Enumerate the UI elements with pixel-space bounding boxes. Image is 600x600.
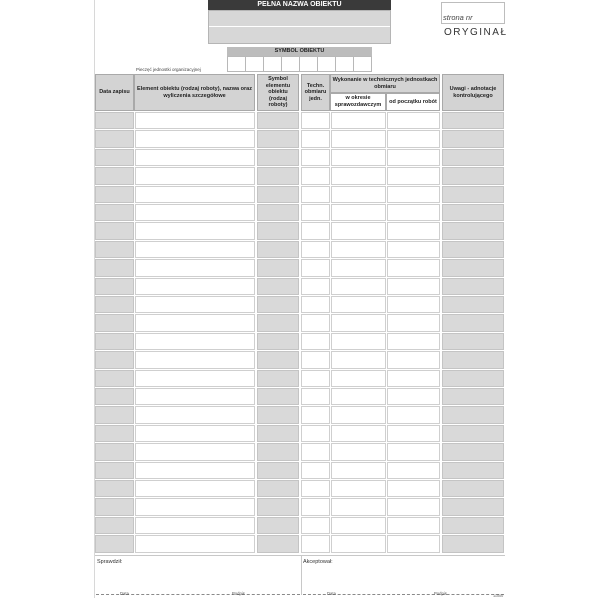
symbol-cell[interactable] (264, 56, 282, 72)
unit-cell[interactable] (301, 149, 330, 166)
execution-total-cell[interactable] (387, 149, 440, 166)
symbol-cell[interactable] (257, 425, 299, 442)
execution-period-cell[interactable] (331, 112, 386, 129)
remarks-cell[interactable] (442, 296, 504, 313)
symbol-cell[interactable] (257, 406, 299, 423)
date-cell[interactable] (95, 498, 134, 515)
execution-total-cell[interactable] (387, 535, 440, 552)
execution-period-cell[interactable] (331, 222, 386, 239)
date-label-right: Data (327, 591, 336, 596)
element-cell[interactable] (135, 278, 255, 295)
element-cell[interactable] (135, 167, 255, 184)
element-cell[interactable] (135, 443, 255, 460)
date-cell[interactable] (95, 443, 134, 460)
date-cell[interactable] (95, 314, 134, 331)
original-label: ORYGINAŁ (444, 27, 508, 38)
date-cell[interactable] (95, 388, 134, 405)
object-name-field[interactable] (208, 10, 391, 44)
element-cell[interactable] (135, 241, 255, 258)
date-cell[interactable] (95, 425, 134, 442)
entries-table (95, 112, 505, 555)
execution-period-cell[interactable] (331, 259, 386, 276)
remarks-cell[interactable] (442, 517, 504, 534)
execution-total-cell[interactable] (387, 425, 440, 442)
execution-total-cell[interactable] (387, 186, 440, 203)
symbol-cell[interactable] (257, 241, 299, 258)
checked-label: Sprawdził: (97, 559, 123, 565)
date-cell[interactable] (95, 462, 134, 479)
remarks-cell[interactable] (442, 259, 504, 276)
object-name-title: PEŁNA NAZWA OBIEKTU (208, 0, 391, 10)
execution-period-cell[interactable] (331, 296, 386, 313)
execution-period-cell[interactable] (331, 535, 386, 552)
execution-period-cell[interactable] (331, 278, 386, 295)
execution-period-cell[interactable] (331, 130, 386, 147)
symbol-cell[interactable] (257, 498, 299, 515)
element-cell[interactable] (135, 388, 255, 405)
execution-period-cell[interactable] (331, 314, 386, 331)
symbol-cell[interactable] (257, 259, 299, 276)
remarks-cell[interactable] (442, 388, 504, 405)
column-header-execution-period: w okresie sprawozdawczym (330, 93, 386, 111)
object-symbol-cells[interactable] (227, 56, 372, 72)
element-cell[interactable] (135, 351, 255, 368)
execution-period-cell[interactable] (331, 498, 386, 515)
symbol-cell[interactable] (257, 314, 299, 331)
unit-cell[interactable] (301, 186, 330, 203)
remarks-cell[interactable] (442, 498, 504, 515)
element-cell[interactable] (135, 462, 255, 479)
unit-cell[interactable] (301, 517, 330, 534)
execution-period-cell[interactable] (331, 517, 386, 534)
element-cell[interactable] (135, 425, 255, 442)
element-cell[interactable] (135, 517, 255, 534)
organization-stamp-label: Pieczęć jednostki organizacyjnej (136, 67, 201, 72)
element-cell[interactable] (135, 204, 255, 221)
remarks-cell[interactable] (442, 333, 504, 350)
remarks-cell[interactable] (442, 130, 504, 147)
execution-total-cell[interactable] (387, 517, 440, 534)
execution-total-cell[interactable] (387, 278, 440, 295)
date-cell[interactable] (95, 351, 134, 368)
unit-cell[interactable] (301, 259, 330, 276)
unit-cell[interactable] (301, 406, 330, 423)
date-cell[interactable] (95, 241, 134, 258)
execution-period-cell[interactable] (331, 149, 386, 166)
execution-total-cell[interactable] (387, 314, 440, 331)
symbol-cell[interactable] (257, 480, 299, 497)
symbol-cell[interactable] (257, 296, 299, 313)
remarks-cell[interactable] (442, 149, 504, 166)
symbol-cell[interactable] (282, 56, 300, 72)
date-cell[interactable] (95, 112, 134, 129)
symbol-cell[interactable] (257, 112, 299, 129)
remarks-cell[interactable] (442, 278, 504, 295)
unit-cell[interactable] (301, 462, 330, 479)
symbol-cell[interactable] (257, 130, 299, 147)
element-cell[interactable] (135, 112, 255, 129)
symbol-cell[interactable] (257, 351, 299, 368)
remarks-cell[interactable] (442, 186, 504, 203)
unit-cell[interactable] (301, 167, 330, 184)
symbol-cell[interactable] (257, 388, 299, 405)
date-cell[interactable] (95, 222, 134, 239)
accepted-label: Akceptował: (303, 559, 333, 565)
date-cell[interactable] (95, 517, 134, 534)
remarks-cell[interactable] (442, 370, 504, 387)
unit-cell[interactable] (301, 425, 330, 442)
execution-total-cell[interactable] (387, 241, 440, 258)
execution-period-cell[interactable] (331, 241, 386, 258)
unit-cell[interactable] (301, 314, 330, 331)
date-cell[interactable] (95, 296, 134, 313)
date-cell[interactable] (95, 167, 134, 184)
element-cell[interactable] (135, 149, 255, 166)
date-cell[interactable] (95, 130, 134, 147)
symbol-cell[interactable] (257, 149, 299, 166)
element-cell[interactable] (135, 186, 255, 203)
footer-divider (301, 555, 302, 595)
date-cell[interactable] (95, 480, 134, 497)
remarks-cell[interactable] (442, 222, 504, 239)
remarks-cell[interactable] (442, 406, 504, 423)
execution-period-cell[interactable] (331, 186, 386, 203)
execution-period-cell[interactable] (331, 480, 386, 497)
element-cell[interactable] (135, 296, 255, 313)
symbol-cell[interactable] (257, 204, 299, 221)
element-cell[interactable] (135, 314, 255, 331)
symbol-cell[interactable] (336, 56, 354, 72)
execution-total-cell[interactable] (387, 167, 440, 184)
date-cell[interactable] (95, 278, 134, 295)
symbol-cell[interactable] (246, 56, 264, 72)
execution-period-cell[interactable] (331, 462, 386, 479)
column-header-remarks: Uwagi - adnotacje kontrolującego (442, 74, 504, 111)
element-cell[interactable] (135, 535, 255, 552)
symbol-cell[interactable] (257, 443, 299, 460)
symbol-cell[interactable] (257, 186, 299, 203)
column-header-unit: Techn. obmiaru jedn. (301, 74, 330, 111)
symbol-cell[interactable] (257, 167, 299, 184)
execution-period-cell[interactable] (331, 333, 386, 350)
date-cell[interactable] (95, 149, 134, 166)
execution-period-cell[interactable] (331, 351, 386, 368)
element-cell[interactable] (135, 333, 255, 350)
execution-total-cell[interactable] (387, 406, 440, 423)
execution-total-cell[interactable] (387, 443, 440, 460)
unit-cell[interactable] (301, 443, 330, 460)
unit-cell[interactable] (301, 388, 330, 405)
object-name-divider (209, 26, 390, 27)
symbol-cell[interactable] (300, 56, 318, 72)
remarks-cell[interactable] (442, 204, 504, 221)
unit-cell[interactable] (301, 278, 330, 295)
unit-cell[interactable] (301, 222, 330, 239)
page-number-label: strona nr (443, 13, 473, 22)
symbol-cell[interactable] (257, 333, 299, 350)
unit-cell[interactable] (301, 296, 330, 313)
date-cell[interactable] (95, 406, 134, 423)
remarks-cell[interactable] (442, 241, 504, 258)
symbol-cell[interactable] (354, 56, 372, 72)
remarks-cell[interactable] (442, 351, 504, 368)
execution-total-cell[interactable] (387, 130, 440, 147)
unit-cell[interactable] (301, 241, 330, 258)
date-cell[interactable] (95, 259, 134, 276)
symbol-cell[interactable] (257, 370, 299, 387)
element-cell[interactable] (135, 406, 255, 423)
unit-cell[interactable] (301, 333, 330, 350)
date-label-left: Data (120, 591, 129, 596)
execution-total-cell[interactable] (387, 259, 440, 276)
date-cell[interactable] (95, 333, 134, 350)
execution-period-cell[interactable] (331, 167, 386, 184)
date-cell[interactable] (95, 204, 134, 221)
symbol-cell[interactable] (318, 56, 336, 72)
form-code: 11000 (493, 594, 504, 598)
column-header-execution: Wykonanie w technicznych jednostkach obmiaru (330, 74, 440, 93)
remarks-cell[interactable] (442, 535, 504, 552)
date-cell[interactable] (95, 186, 134, 203)
execution-total-cell[interactable] (387, 222, 440, 239)
unit-cell[interactable] (301, 204, 330, 221)
footer-top-line (95, 555, 505, 556)
signature-label-right: Podpis (434, 591, 447, 596)
execution-total-cell[interactable] (387, 351, 440, 368)
execution-total-cell[interactable] (387, 296, 440, 313)
unit-cell[interactable] (301, 498, 330, 515)
symbol-cell[interactable] (257, 462, 299, 479)
symbol-cell[interactable] (227, 56, 246, 72)
unit-cell[interactable] (301, 535, 330, 552)
execution-total-cell[interactable] (387, 388, 440, 405)
element-cell[interactable] (135, 370, 255, 387)
symbol-cell[interactable] (257, 222, 299, 239)
unit-cell[interactable] (301, 480, 330, 497)
execution-period-cell[interactable] (331, 370, 386, 387)
execution-total-cell[interactable] (387, 462, 440, 479)
column-header-date: Data zapisu (95, 74, 134, 111)
object-symbol-title: SYMBOL OBIEKTU (227, 47, 372, 56)
column-header-element: Element obiektu (rodzaj roboty), nazwa oraz wyliczenia szczegółowe (134, 74, 255, 111)
execution-period-cell[interactable] (331, 204, 386, 221)
execution-total-cell[interactable] (387, 480, 440, 497)
element-cell[interactable] (135, 222, 255, 239)
execution-total-cell[interactable] (387, 370, 440, 387)
remarks-cell[interactable] (442, 167, 504, 184)
unit-cell[interactable] (301, 112, 330, 129)
unit-cell[interactable] (301, 130, 330, 147)
column-header-execution-total: od początku robót (386, 93, 440, 111)
execution-total-cell[interactable] (387, 333, 440, 350)
element-cell[interactable] (135, 480, 255, 497)
element-cell[interactable] (135, 259, 255, 276)
signature-label-left: Podpis (232, 591, 245, 596)
remarks-cell[interactable] (442, 480, 504, 497)
unit-cell[interactable] (301, 370, 330, 387)
remarks-cell[interactable] (442, 443, 504, 460)
element-cell[interactable] (135, 498, 255, 515)
execution-total-cell[interactable] (387, 112, 440, 129)
date-cell[interactable] (95, 535, 134, 552)
remarks-cell[interactable] (442, 314, 504, 331)
remarks-cell[interactable] (442, 112, 504, 129)
remarks-cell[interactable] (442, 425, 504, 442)
symbol-cell[interactable] (257, 278, 299, 295)
unit-cell[interactable] (301, 351, 330, 368)
symbol-cell[interactable] (257, 535, 299, 552)
execution-period-cell[interactable] (331, 443, 386, 460)
execution-total-cell[interactable] (387, 204, 440, 221)
execution-total-cell[interactable] (387, 498, 440, 515)
remarks-cell[interactable] (442, 462, 504, 479)
execution-period-cell[interactable] (331, 406, 386, 423)
column-header-symbol: Symbol elementu obiektu (rodzaj roboty) (257, 74, 299, 111)
execution-period-cell[interactable] (331, 425, 386, 442)
execution-period-cell[interactable] (331, 388, 386, 405)
element-cell[interactable] (135, 130, 255, 147)
date-cell[interactable] (95, 370, 134, 387)
symbol-cell[interactable] (257, 517, 299, 534)
